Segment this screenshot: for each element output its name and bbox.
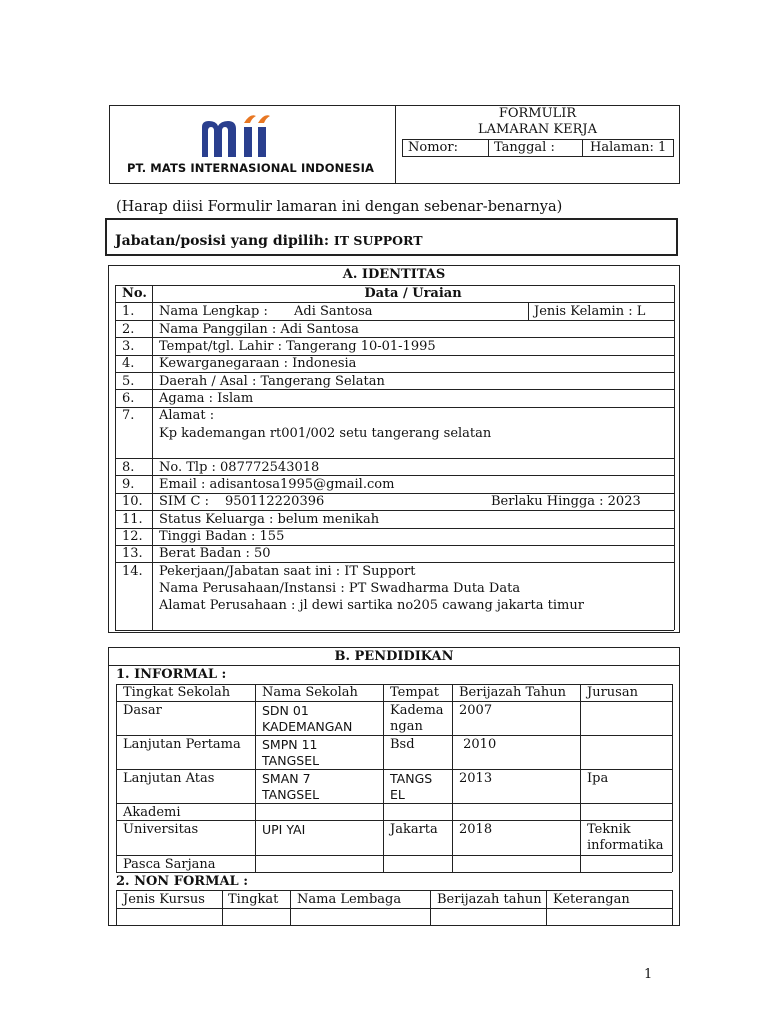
row-no: 11. bbox=[122, 512, 143, 527]
edu-tahun: 2013 bbox=[459, 771, 493, 786]
page-number: 1 bbox=[644, 967, 653, 982]
edu-tingkat: Lanjutan Pertama bbox=[123, 737, 241, 752]
row-no: 1. bbox=[122, 304, 135, 319]
edu-tahun: 2010 bbox=[459, 737, 497, 752]
edu-nama: SMAN 7 bbox=[262, 771, 311, 786]
row-value: Adi Santosa bbox=[294, 304, 373, 319]
row-extra: Berlaku Hingga : 2023 bbox=[491, 494, 641, 509]
row-label: Daerah / Asal : Tangerang Selatan bbox=[159, 374, 385, 389]
row-no: 7. bbox=[122, 408, 135, 423]
row-no: 13. bbox=[122, 546, 143, 561]
nf-col-header: Jenis Kursus bbox=[123, 892, 205, 907]
position-value: IT SUPPORT bbox=[333, 233, 423, 248]
nonformal-label: 2. NON FORMAL : bbox=[116, 874, 249, 889]
row-no: 3. bbox=[122, 339, 135, 354]
edu-tempat: EL bbox=[390, 787, 405, 802]
col-no-header: No. bbox=[122, 286, 147, 301]
edu-tahun: 2007 bbox=[459, 703, 493, 718]
row-label: Pekerjaan/Jabatan saat ini : IT Support bbox=[159, 564, 416, 579]
informal-label: 1. INFORMAL : bbox=[116, 667, 227, 682]
edu-nama: KADEMANGAN bbox=[262, 719, 353, 734]
edu-tahun: 2018 bbox=[459, 822, 493, 837]
mii-logo-icon bbox=[200, 113, 310, 159]
halaman-field: Halaman: 1 bbox=[590, 140, 667, 155]
edu-tempat: ngan bbox=[390, 719, 423, 734]
form-title-2: LAMARAN KERJA bbox=[478, 122, 597, 137]
edu-nama: UPI YAI bbox=[262, 822, 306, 837]
identitas-title: A. IDENTITAS bbox=[342, 267, 446, 282]
edu-nama: SDN 01 bbox=[262, 703, 309, 718]
row-label: Alamat : bbox=[159, 408, 215, 423]
nf-col-header: Nama Lembaga bbox=[297, 892, 402, 907]
edu-tempat: Kadema bbox=[390, 703, 444, 718]
col-header: Berijazah Tahun bbox=[459, 685, 567, 700]
edu-tingkat: Universitas bbox=[123, 822, 199, 837]
col-header: Jurusan bbox=[587, 685, 638, 700]
row-label: Status Keluarga : belum menikah bbox=[159, 512, 380, 527]
edu-tempat: Bsd bbox=[390, 737, 415, 752]
instruction-text: (Harap diisi Formulir lamaran ini dengan sebenar-benarnya) bbox=[116, 199, 563, 215]
row-label: Email : adisantosa1995@gmail.com bbox=[159, 477, 395, 492]
edu-nama: SMPN 11 bbox=[262, 737, 318, 752]
edu-nama: TANGSEL bbox=[262, 787, 320, 802]
edu-nama: TANGSEL bbox=[262, 753, 320, 768]
company-name: PT. MATS INTERNASIONAL INDONESIA bbox=[127, 161, 375, 175]
tanggal-field: Tanggal : bbox=[494, 140, 555, 155]
row-no: 5. bbox=[122, 374, 135, 389]
row-label: Agama : Islam bbox=[159, 391, 254, 406]
row-label: Nama Lengkap : bbox=[159, 304, 268, 319]
edu-jurusan: Ipa bbox=[587, 771, 609, 786]
edu-tingkat: Lanjutan Atas bbox=[123, 771, 215, 786]
row-no: 6. bbox=[122, 391, 135, 406]
row-label: Tempat/tgl. Lahir : Tangerang 10-01-1995 bbox=[159, 339, 436, 354]
position-label bbox=[115, 232, 423, 250]
company-logo bbox=[200, 113, 310, 159]
col-header: Tingkat Sekolah bbox=[123, 685, 231, 700]
row-label: Nama Panggilan : Adi Santosa bbox=[159, 322, 359, 337]
position-label-text: Jabatan/posisi yang dipilih: bbox=[115, 233, 330, 249]
row-label: Kewarganegaraan : Indonesia bbox=[159, 356, 357, 371]
row-line2: Kp kademangan rt001/002 setu tangerang selatan bbox=[159, 426, 492, 441]
edu-tingkat: Pasca Sarjana bbox=[123, 857, 216, 872]
row-label: Tinggi Badan : 155 bbox=[159, 529, 285, 544]
edu-tempat: Jakarta bbox=[390, 822, 438, 837]
row-label: No. Tlp : 087772543018 bbox=[159, 460, 320, 475]
row-label: Berat Badan : 50 bbox=[159, 546, 271, 561]
col-data-header: Data / Uraian bbox=[364, 286, 462, 301]
form-title-1: FORMULIR bbox=[498, 106, 577, 121]
row-value: 950112220396 bbox=[225, 494, 325, 509]
edu-jurusan: informatika bbox=[587, 838, 664, 853]
nomor-field: Nomor: bbox=[408, 140, 458, 155]
row-no: 12. bbox=[122, 529, 143, 544]
pendidikan-title: B. PENDIDIKAN bbox=[334, 649, 454, 664]
edu-jurusan: Teknik bbox=[587, 822, 631, 837]
nf-col-header: Keterangan bbox=[553, 892, 630, 907]
nf-col-header: Tingkat bbox=[228, 892, 279, 907]
edu-tempat: TANGS bbox=[390, 771, 433, 786]
row-label: SIM C : bbox=[159, 494, 209, 509]
row-no: 8. bbox=[122, 460, 135, 475]
row-no: 10. bbox=[122, 494, 143, 509]
row-no: 14. bbox=[122, 564, 143, 579]
row-no: 9. bbox=[122, 477, 135, 492]
row-line3: Alamat Perusahaan : jl dewi sartika no205 cawang jakarta timur bbox=[159, 598, 584, 613]
col-header: Nama Sekolah bbox=[262, 685, 358, 700]
row-no: 2. bbox=[122, 322, 135, 337]
edu-tingkat: Dasar bbox=[123, 703, 162, 718]
edu-tingkat: Akademi bbox=[123, 805, 181, 820]
col-header: Tempat bbox=[390, 685, 439, 700]
row-no: 4. bbox=[122, 356, 135, 371]
nf-col-header: Berijazah tahun bbox=[437, 892, 542, 907]
row-line2: Nama Perusahaan/Instansi : PT Swadharma Duta Data bbox=[159, 581, 521, 596]
row-extra: Jenis Kelamin : L bbox=[534, 304, 646, 319]
